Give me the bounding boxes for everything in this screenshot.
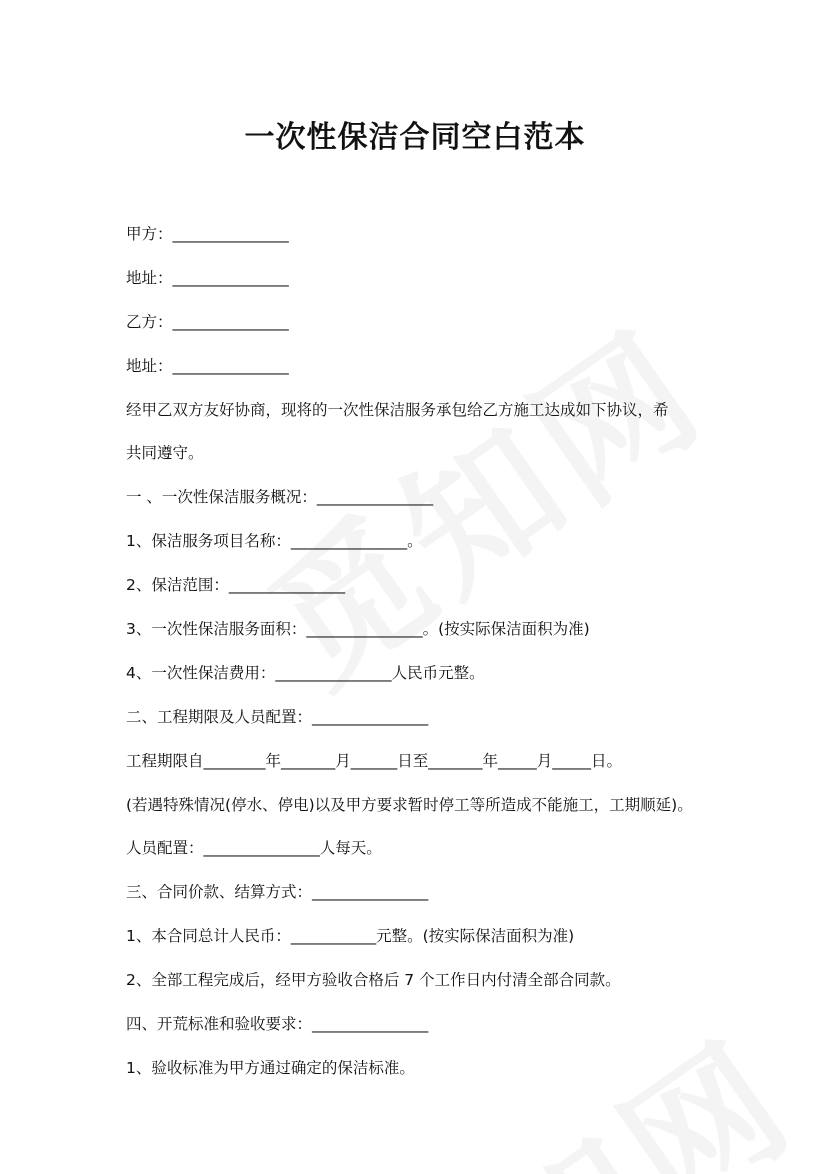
clause-1-3: 3、一次性保洁服务面积：_______________。(按实际保洁面积为准) [126,620,590,639]
clause-4-1: 1、验收标准为甲方通过确定的保洁标准。 [126,1058,415,1077]
party-a-line: 甲方：_______________ [126,225,289,243]
section-2-heading: 二、工程期限及人员配置：_______________ [126,707,429,726]
document-body [126,222,726,1100]
section-4-heading: 四、开荒标准和验收要求：_______________ [126,1015,429,1034]
staffing-line: 人员配置：_______________人每天。 [126,839,382,858]
section-3-heading: 三、合同价款、结算方式：_______________ [126,883,429,902]
section-1-heading: 一 、一次性保洁服务概况：_______________ [126,488,434,507]
party-a-address-line: 地址：_______________ [126,268,289,287]
document-title: 一次性保洁合同空白范本 [244,120,586,155]
intro-paragraph-line-2: 共同遵守。 [126,444,204,463]
work-period-line: 工程期限自________年_______月______日至_______年_____月_____日。 [126,751,623,770]
party-b-address-line: 地址：_______________ [126,356,289,375]
work-period-note: (若遇特殊情况(停水、停电)以及甲方要求暂时停工等所造成不能施工，工期顺延)。 [126,795,693,814]
clause-1-4: 4、一次性保洁费用：_______________人民币元整。 [126,663,485,682]
intro-paragraph-line-1: 经甲乙双方友好协商，现将的一次性保洁服务承包给乙方施工达成如下协议，希 [126,400,669,419]
party-b-line: 乙方：_______________ [126,312,289,331]
clause-1-2: 2、保洁范围：_______________ [126,576,346,595]
clause-1-1: 1、保洁服务项目名称：_______________。 [126,532,423,551]
clause-3-2: 2、全部工程完成后，经甲方验收合格后 7 个工作日内付清全部合同款。 [126,971,621,990]
clause-3-1: 1、本合同总计人民币：___________元整。(按实际保洁面积为准) [126,927,575,946]
